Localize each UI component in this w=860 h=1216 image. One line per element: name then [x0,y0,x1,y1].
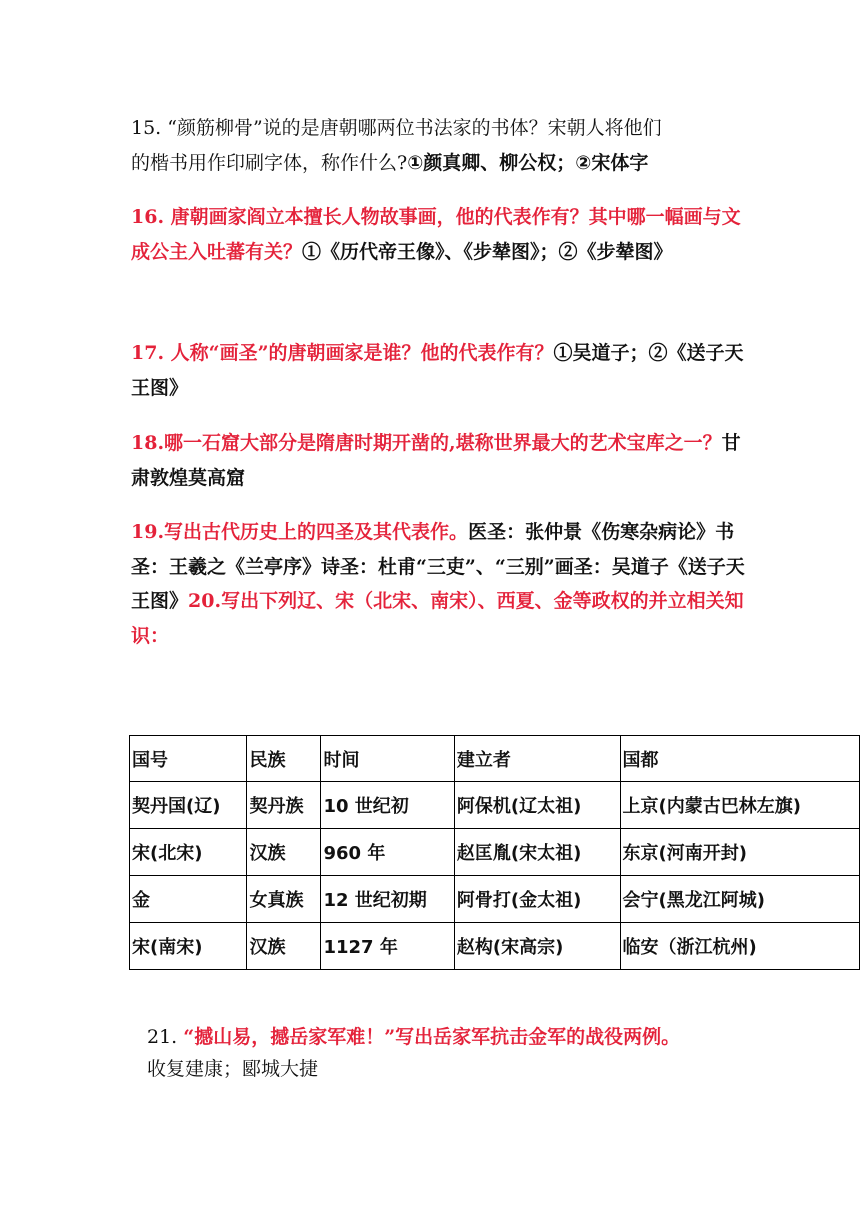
table-header-row [130,736,860,782]
table-row [130,782,860,829]
q17-question: 17. 人称“画圣”的唐朝画家是谁？他的代表作有？ [131,342,554,364]
q21-question: “撼山易，撼岳家军难！”写出岳家军抗击金军的战役两例。 [183,1026,681,1048]
table-cell: 赵构(宋高宗) [454,923,620,970]
q17-paragraph [131,336,751,405]
q15-line1: 15. “颜筋柳骨”说的是唐朝哪两位书法家的书体？宋朝人将他们 [131,117,662,139]
table-row [130,829,860,876]
q15-paragraph [131,111,751,180]
q16-answer: ①《历代帝王像》、《步辇图》；②《步辇图》 [302,240,673,263]
table-cell: 女真族 [247,876,321,923]
table-cell: 临安（浙江杭州) [620,923,859,970]
table-header-cell: 民族 [247,736,321,782]
q18-question: 18.哪一石窟大部分是隋唐时期开凿的,堪称世界最大的艺术宝库之一？ [131,432,722,454]
q17-answer: ①吴道子；②《送子天王图》 [131,342,744,399]
q19-paragraph [131,515,751,653]
table-cell: 契丹国(辽) [130,782,247,829]
table-cell: 汉族 [247,923,321,970]
q15-answer: ①颜真卿、柳公权；②宋体字 [407,151,649,174]
regimes-table [129,735,860,970]
table-cell: 契丹族 [247,782,321,829]
q19-question: 19.写出古代历史上的四圣及其代表作。 [131,521,469,543]
table-cell: 10 世纪初 [321,782,454,829]
q21-answer: 收复建康；郾城大捷 [147,1058,319,1080]
table-header-cell: 建立者 [454,736,620,782]
table-cell: 宋(北宋) [130,829,247,876]
table-row [130,876,860,923]
table-cell: 上京(内蒙古巴林左旗) [620,782,859,829]
table-header-cell: 国都 [620,736,859,782]
table-cell: 阿保机(辽太祖) [454,782,620,829]
q16-paragraph [131,200,751,269]
table-cell: 12 世纪初期 [321,876,454,923]
table-cell: 会宁(黑龙江阿城) [620,876,859,923]
table-cell: 宋(南宋) [130,923,247,970]
table-cell: 金 [130,876,247,923]
table-cell: 960 年 [321,829,454,876]
q20-question: 20.写出下列辽、宋（北宋、南宋）、西夏、金等政权的并立相关知识： [131,590,744,647]
q19-answer: 医圣：张仲景《伤寒杂病论》书圣：王羲之《兰亭序》诗圣：杜甫“三吏”、“三别”画圣：吴道子《送子天王图》 [131,521,745,612]
q21-number: 21. [147,1026,178,1048]
q16-question: 16. 唐朝画家阎立本擅长人物故事画，他的代表作有？其中哪一幅画与文成公主入吐蕃有关？ [131,206,741,263]
q15-question: 的楷书用作印刷字体，称作什么? [131,151,408,174]
table-header-cell: 国号 [130,736,247,782]
q18-paragraph [131,426,751,495]
q21-line1 [147,1021,787,1053]
q21-paragraph [147,1021,787,1085]
table-row [130,923,860,970]
q18-answer: 甘肃敦煌莫高窟 [131,432,741,489]
table-cell: 1127 年 [321,923,454,970]
table-cell: 汉族 [247,829,321,876]
table-cell: 阿骨打(金太祖) [454,876,620,923]
table-cell: 赵匡胤(宋太祖) [454,829,620,876]
table-cell: 东京(河南开封) [620,829,859,876]
table-header-cell: 时间 [321,736,454,782]
q15-line2 [131,146,751,181]
